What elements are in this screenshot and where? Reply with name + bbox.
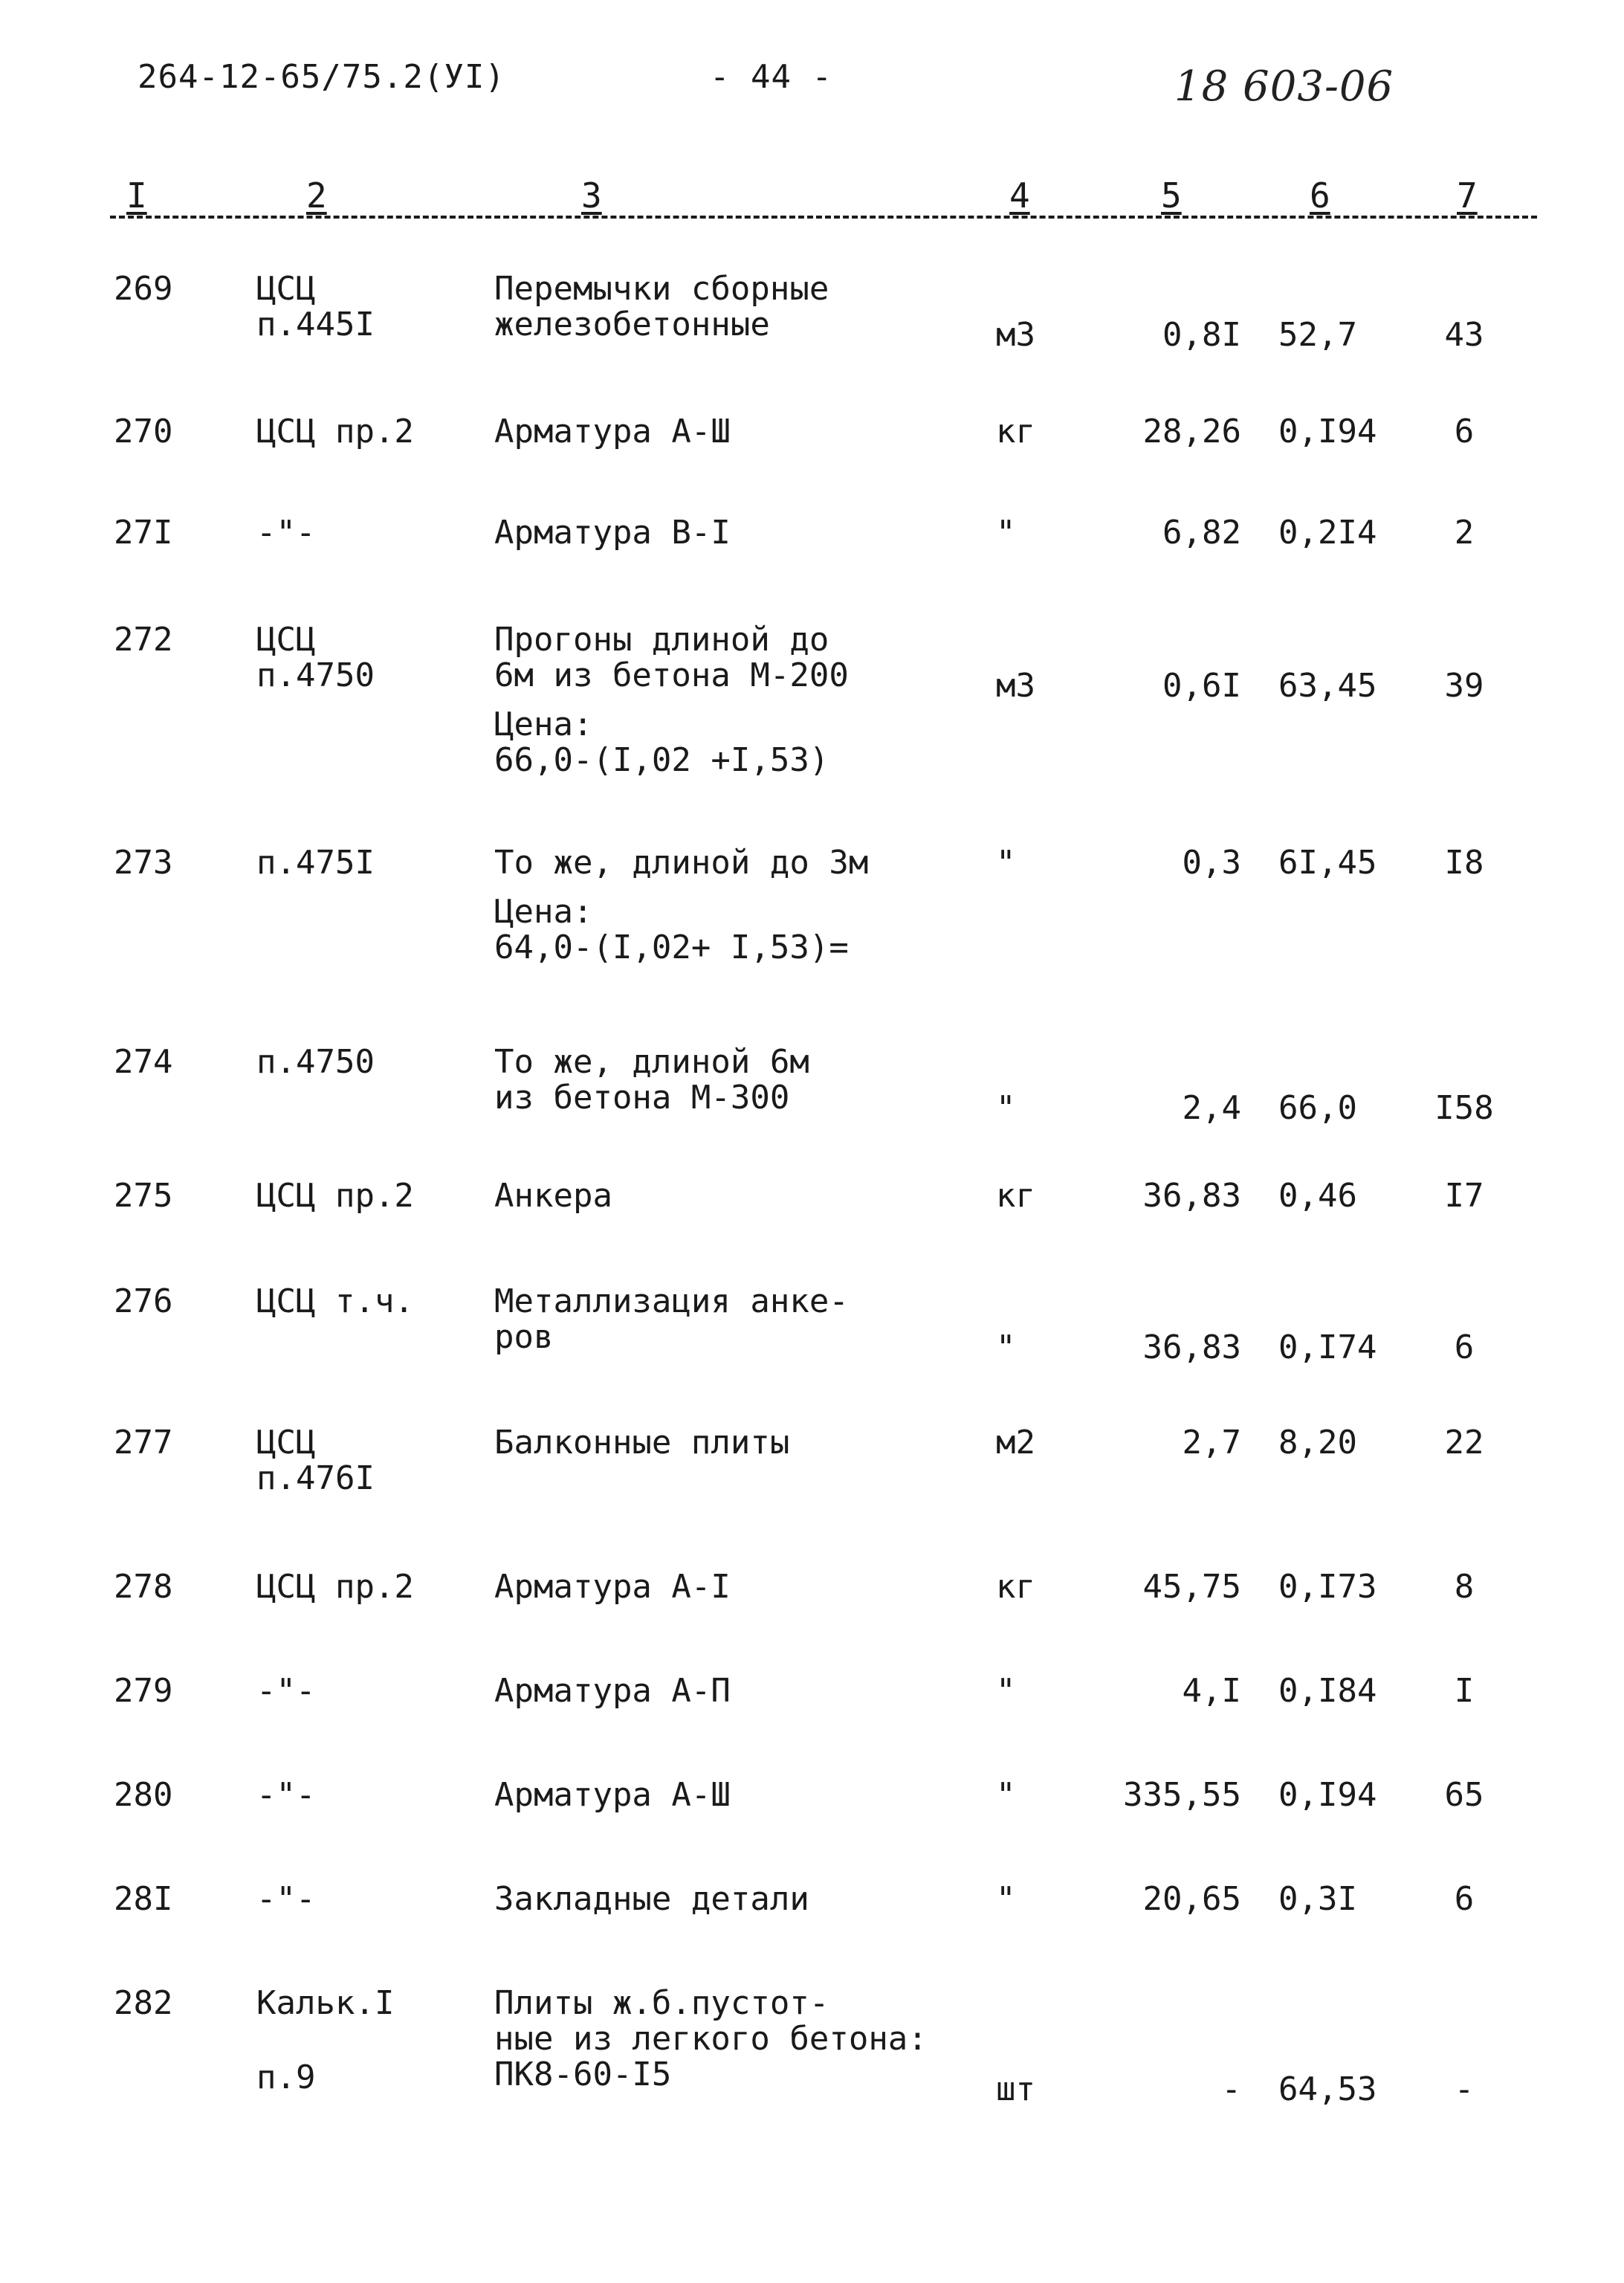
work-description <box>494 1569 731 1605</box>
work-description <box>494 1284 849 1355</box>
price-reference-line: ЦСЦ пр.2 <box>256 413 414 451</box>
quantity: 36,83 <box>1142 1328 1241 1366</box>
price-reference-line: п.9 <box>256 2058 316 2096</box>
total-cost: I <box>1454 1672 1475 1710</box>
work-description-line: Арматура А-Ш <box>494 1776 731 1814</box>
price-reference <box>256 1044 375 1080</box>
price-reference <box>256 414 414 450</box>
row-number: 277 <box>114 1424 173 1462</box>
unit-of-measure: " <box>996 1776 1016 1814</box>
work-description-line: ные из легкого бетона: <box>494 2020 928 2058</box>
work-description <box>494 845 868 966</box>
work-description <box>494 1673 731 1709</box>
price-reference-line: Кальк.I <box>256 1984 395 2022</box>
quantity: 4,I <box>1182 1672 1241 1710</box>
unit-of-measure: " <box>996 844 1016 882</box>
total-cost: 6 <box>1454 1328 1475 1366</box>
price-reference-line: п.476I <box>256 1459 375 1497</box>
price-reference <box>256 271 375 343</box>
unit-price: 64,53 <box>1278 2070 1377 2108</box>
unit-price: 52,7 <box>1278 316 1357 354</box>
unit-of-measure: " <box>996 514 1016 552</box>
quantity: 6,82 <box>1162 514 1241 552</box>
work-description <box>494 1986 928 2093</box>
quantity: 45,75 <box>1142 1568 1241 1606</box>
quantity: 2,4 <box>1182 1089 1241 1127</box>
column-number-3: 3 <box>581 175 602 216</box>
price-reference <box>256 1569 414 1605</box>
unit-of-measure: кг <box>996 413 1035 451</box>
total-cost: 39 <box>1444 667 1484 705</box>
price-reference-line: ЦСЦ <box>256 1424 316 1462</box>
work-description <box>494 1044 809 1116</box>
work-description-line: из бетона М-300 <box>494 1079 790 1117</box>
row-number: 28I <box>114 1880 173 1918</box>
unit-price: 8,20 <box>1278 1424 1357 1462</box>
work-description-line: Арматура В-I <box>494 514 731 552</box>
quantity: 28,26 <box>1142 413 1241 451</box>
unit-of-measure: м3 <box>996 316 1035 354</box>
unit-price: 0,2I4 <box>1278 514 1377 552</box>
row-number: 282 <box>114 1984 173 2022</box>
quantity: 20,65 <box>1142 1880 1241 1918</box>
quantity: 0,6I <box>1162 667 1241 705</box>
column-number-2: 2 <box>306 175 327 216</box>
unit-price: 0,46 <box>1278 1177 1357 1215</box>
total-cost: - <box>1454 2070 1475 2108</box>
price-reference <box>256 1673 315 1709</box>
unit-of-measure: шт <box>996 2070 1035 2108</box>
work-description <box>494 1425 789 1461</box>
work-description-line: То же, длиной до 3м <box>494 844 869 882</box>
document-code: 264-12-65/75.2(УI) <box>138 58 505 96</box>
work-description-line: Плиты ж.б.пустот- <box>494 1984 829 2022</box>
unit-price: 63,45 <box>1278 667 1377 705</box>
unit-of-measure: м2 <box>996 1424 1035 1462</box>
work-description-line: То же, длиной 6м <box>494 1043 809 1081</box>
row-number: 273 <box>114 844 173 882</box>
work-description-line: Арматура А-Ш <box>494 413 731 451</box>
total-cost: 2 <box>1454 514 1475 552</box>
work-description-line: Анкера <box>494 1177 612 1215</box>
unit-price: 66,0 <box>1278 1089 1357 1127</box>
price-note-line: Цена: <box>494 893 593 931</box>
row-number: 276 <box>114 1282 173 1320</box>
price-reference-line: ЦСЦ <box>256 270 316 308</box>
quantity: 335,55 <box>1123 1776 1241 1814</box>
unit-of-measure: м3 <box>996 667 1035 705</box>
unit-of-measure: кг <box>996 1568 1035 1606</box>
price-reference <box>256 1986 394 2096</box>
price-note-line: 66,0-(I,02 +I,53) <box>494 741 829 779</box>
price-note-line: 64,0-(I,02+ I,53)= <box>494 929 849 966</box>
work-description-line: Металлизация анке- <box>494 1282 849 1320</box>
archive-number: 18 603-06 <box>1174 62 1394 111</box>
column-number-1: I <box>126 175 147 216</box>
row-number: 275 <box>114 1177 173 1215</box>
total-cost: 6 <box>1454 1880 1475 1918</box>
price-reference <box>256 1882 315 1917</box>
price-reference <box>256 845 375 881</box>
total-cost: I58 <box>1434 1089 1494 1127</box>
quantity: 0,3 <box>1182 844 1241 882</box>
price-reference-line: п.4750 <box>256 1043 375 1081</box>
work-description <box>494 515 731 551</box>
quantity: 0,8I <box>1162 316 1241 354</box>
total-cost: 65 <box>1444 1776 1484 1814</box>
price-reference <box>256 1777 315 1813</box>
price-reference <box>256 1425 375 1496</box>
price-reference-line: -"- <box>256 1880 316 1918</box>
column-number-7: 7 <box>1457 175 1478 216</box>
column-number-5: 5 <box>1161 175 1182 216</box>
price-reference-line: ЦСЦ пр.2 <box>256 1177 414 1215</box>
row-number: 274 <box>114 1043 173 1081</box>
unit-price: 6I,45 <box>1278 844 1377 882</box>
quantity: 36,83 <box>1142 1177 1241 1215</box>
work-description-line: 6м из бетона М-200 <box>494 656 849 694</box>
work-description-line: Перемычки сборные <box>494 270 829 308</box>
work-description-line: ПК8-60-I5 <box>494 2056 672 2093</box>
total-cost: 22 <box>1444 1424 1484 1462</box>
price-reference <box>256 1284 414 1320</box>
price-reference-line: -"- <box>256 514 316 552</box>
unit-of-measure: " <box>996 1880 1016 1918</box>
row-number: 278 <box>114 1568 173 1606</box>
total-cost: 6 <box>1454 413 1475 451</box>
work-description <box>494 1178 612 1214</box>
price-reference-line: п.445I <box>256 306 375 343</box>
row-number: 27I <box>114 514 173 552</box>
price-note-line: Цена: <box>494 705 593 743</box>
unit-price: 0,I94 <box>1278 413 1377 451</box>
unit-price: 0,I94 <box>1278 1776 1377 1814</box>
work-description-line: Арматура А-П <box>494 1672 731 1710</box>
price-reference <box>256 1178 414 1214</box>
quantity: 2,7 <box>1182 1424 1241 1462</box>
work-description <box>494 1777 731 1813</box>
row-number: 279 <box>114 1672 173 1710</box>
price-reference-line: п.4750 <box>256 656 375 694</box>
row-number: 269 <box>114 270 173 308</box>
work-description-line: железобетонные <box>494 306 770 343</box>
column-number-6: 6 <box>1310 175 1330 216</box>
quantity: - <box>1221 2070 1241 2108</box>
price-reference <box>256 622 375 694</box>
unit-of-measure: " <box>996 1328 1016 1366</box>
price-reference-line: -"- <box>256 1776 316 1814</box>
unit-of-measure: " <box>996 1089 1016 1127</box>
unit-price: 0,I73 <box>1278 1568 1377 1606</box>
column-header-divider <box>110 216 1537 219</box>
work-description <box>494 271 829 343</box>
price-reference-line: ЦСЦ <box>256 621 316 659</box>
price-reference-line: -"- <box>256 1672 316 1710</box>
work-description <box>494 622 849 778</box>
price-reference-line: ЦСЦ т.ч. <box>256 1282 414 1320</box>
unit-of-measure: кг <box>996 1177 1035 1215</box>
work-description-line: ров <box>494 1318 554 1356</box>
page-number: - 44 - <box>710 58 832 96</box>
unit-price: 0,I84 <box>1278 1672 1377 1710</box>
total-cost: I8 <box>1444 844 1484 882</box>
price-reference-line: ЦСЦ пр.2 <box>256 1568 414 1606</box>
work-description-line: Балконные плиты <box>494 1424 790 1462</box>
row-number: 270 <box>114 413 173 451</box>
unit-of-measure: " <box>996 1672 1016 1710</box>
work-description <box>494 1882 809 1917</box>
row-number: 280 <box>114 1776 173 1814</box>
price-reference-line: п.475I <box>256 844 375 882</box>
total-cost: 8 <box>1454 1568 1475 1606</box>
total-cost: 43 <box>1444 316 1484 354</box>
unit-price: 0,3I <box>1278 1880 1357 1918</box>
total-cost: I7 <box>1444 1177 1484 1215</box>
work-description-line: Прогоны длиной до <box>494 621 829 659</box>
column-number-4: 4 <box>1009 175 1030 216</box>
work-description <box>494 414 731 450</box>
work-description-line: Закладные детали <box>494 1880 809 1918</box>
row-number: 272 <box>114 621 173 659</box>
unit-price: 0,I74 <box>1278 1328 1377 1366</box>
price-reference <box>256 515 315 551</box>
work-description-line: Арматура А-I <box>494 1568 731 1606</box>
